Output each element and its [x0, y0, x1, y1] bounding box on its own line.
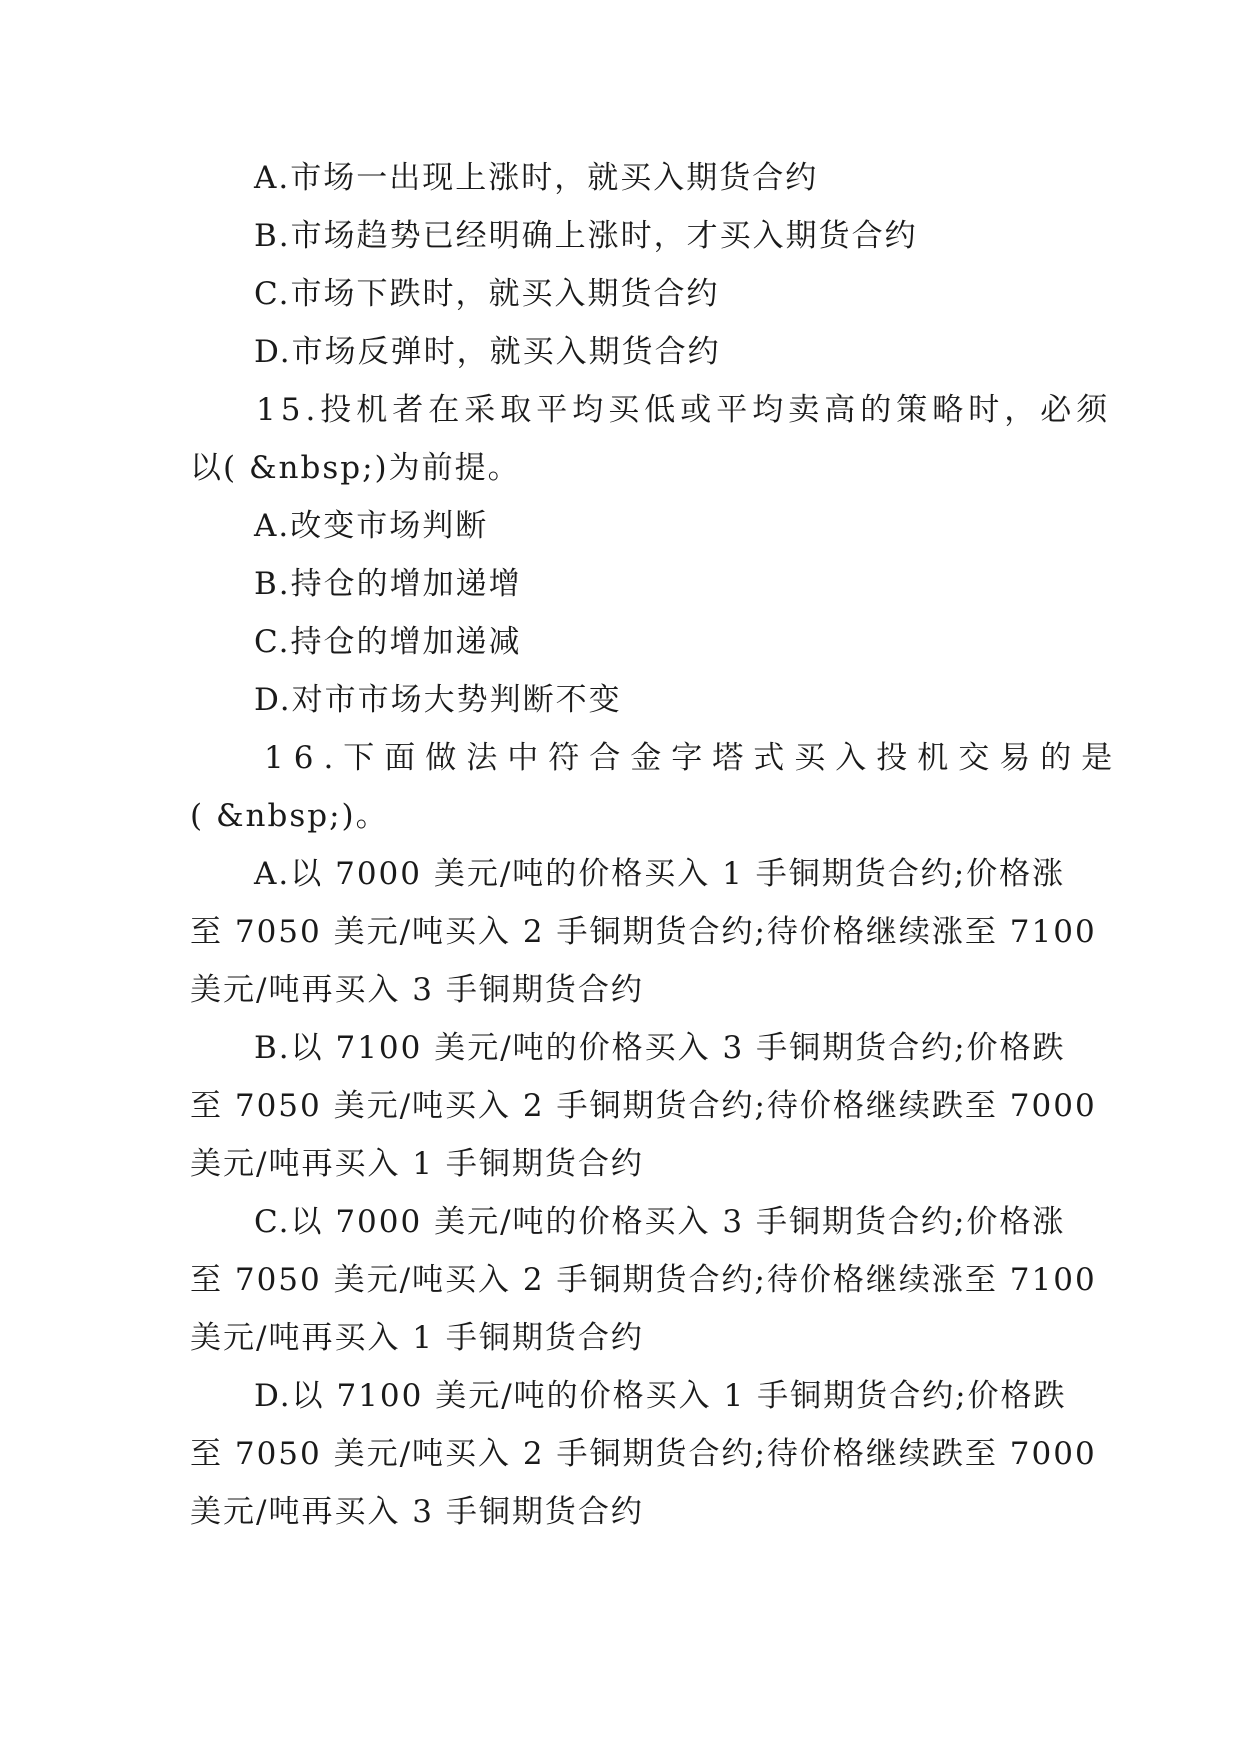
option-b-line-3: 美元/吨再买入 1 手铜期货合约: [190, 1146, 644, 1182]
question-15-line-1: 15.投机者在采取平均买低或平均卖高的策略时，必须: [256, 392, 1113, 428]
question-16-line-2: ( &nbsp;)。: [190, 798, 389, 834]
option-b-line-2: 至 7050 美元/吨买入 2 手铜期货合约;待价格继续跌至 7000: [190, 1088, 1097, 1124]
option-c-line-2: 至 7050 美元/吨买入 2 手铜期货合约;待价格继续涨至 7100: [190, 1262, 1097, 1298]
option-b-line-1: B.以 7100 美元/吨的价格买入 3 手铜期货合约;价格跌: [254, 1030, 1066, 1066]
option-d-line-1: D.以 7100 美元/吨的价格买入 1 手铜期货合约;价格跌: [254, 1378, 1067, 1414]
option-a: A.改变市场判断: [254, 508, 489, 544]
option-a: A.市场一出现上涨时，就买入期货合约: [254, 160, 819, 196]
option-a-line-3: 美元/吨再买入 3 手铜期货合约: [190, 972, 644, 1008]
option-c: C.市场下跌时，就买入期货合约: [254, 276, 720, 312]
option-b: B.持仓的增加递增: [254, 566, 522, 602]
option-b: B.市场趋势已经明确上涨时，才买入期货合约: [254, 218, 918, 254]
option-d: D.市场反弹时，就买入期货合约: [254, 334, 721, 370]
option-c-line-3: 美元/吨再买入 1 手铜期货合约: [190, 1320, 644, 1356]
option-c: C.持仓的增加递减: [254, 624, 522, 660]
option-c-line-1: C.以 7000 美元/吨的价格买入 3 手铜期货合约;价格涨: [254, 1204, 1066, 1240]
option-a-line-1: A.以 7000 美元/吨的价格买入 1 手铜期货合约;价格涨: [254, 856, 1066, 892]
option-a-line-2: 至 7050 美元/吨买入 2 手铜期货合约;待价格继续涨至 7100: [190, 914, 1097, 950]
question-15-line-2: 以( &nbsp;)为前提。: [190, 450, 521, 486]
question-16-line-1: 16.下面做法中符合金字塔式买入投机交易的是: [264, 740, 1123, 776]
option-d-line-2: 至 7050 美元/吨买入 2 手铜期货合约;待价格继续跌至 7000: [190, 1436, 1097, 1472]
option-d: D.对市市场大势判断不变: [254, 682, 622, 718]
option-d-line-3: 美元/吨再买入 3 手铜期货合约: [190, 1494, 644, 1530]
